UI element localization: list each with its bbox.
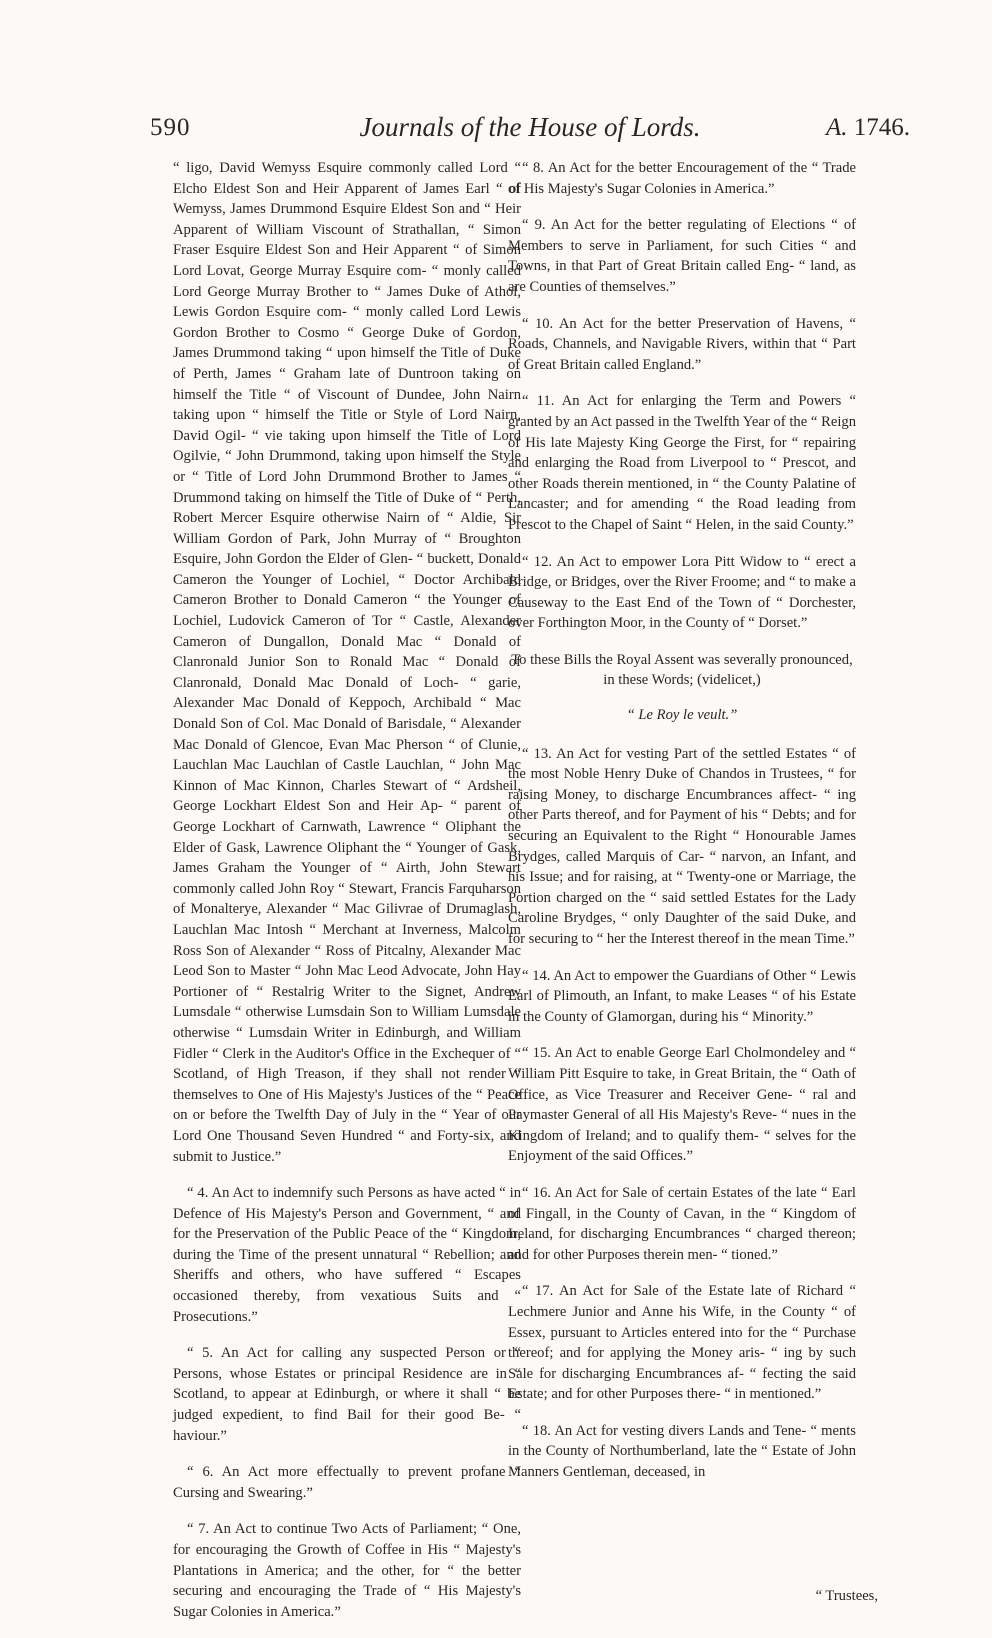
royal-assent-intro: To these Bills the Royal Assent was severally pronounced, in these Words; (videlicet,) [511, 651, 853, 689]
paragraph-act-13: “ 13. An Act for vesting Part of the settled Estates “ of the most Noble Henry Duke of Chandos in Trustees, “ for raising Money, to discharge Encumbrances affect- “ ing other Parts thereof, and for Payment of his “ Debts; and for securing an Equivalent to the Right “ Honourable James Brydges, called Marquis of Car- “ narvon, an Infant, and his Issue; and for raising, at “ Twenty-one or Marriage, the Portion charged on the “ said settled Estates for the Lady Caroline Brydges, “ only Daughter of the said Duke, and for securing to “ her the Interest thereof in the mean Time.” [508, 745, 856, 947]
paragraph-act-14: “ 14. An Act to empower the Guardians of Other “ Lewis Earl of Plimouth, an Infant, to make Leases “ of his Estate in the County of Glamorgan, during his “ Minority.” [508, 967, 856, 1025]
paragraph-act-18: “ 18. An Act for vesting divers Lands and Tene- “ ments in the County of Northumberland, late the “ Estate of John Manners Gentleman, deceased, in [508, 1422, 856, 1481]
running-title: Journals of the House of Lords. [359, 112, 701, 142]
paragraph-act-6: “ 6. An Act more effectually to prevent profane “ Cursing and Swearing.” [173, 1464, 521, 1501]
paragraph-proscribed-persons: “ ligo, David Wemyss Esquire commonly called Lord “ Elcho Eldest Son and Heir Apparent of James Earl “ of Wemyss, James Drummond Esquire Eldest Son and “ Heir Apparent of William Viscount of Strathallan, “ Simon Fraser Esquire Eldest Son and Heir Apparent “ of Simon Lord Lovat, George Murray Esquire com- “ monly called Lord George Murray Brother to “ James Duke of Athol, Lewis Gordon Esquire com- “ monly called Lord Lewis Gordon Brother to Cosmo “ George Duke of Gordon, James Drummond taking “ upon himself the Title of Duke of Perth, James “ Graham late of Duntroon taking on himself the Title “ of Viscount of Dundee, John Nairn taking upon “ himself the Title or Style of Lord Nairn, David Ogil- “ vie taking upon himself the Title of Lord Ogilvie, “ John Drummond, taking upon himself the Style or “ Title of Lord John Drummond Brother to James “ Drummond taking on himself the Title of Duke of “ Perth, Robert Mercer Esquire otherwise Nairn of “ Aldie, Sir William Gordon of Park, John Murray of “ Broughton Esquire, John Gordon the Elder of Glen- “ buckett, Donald Cameron the Younger of Lochiel, “ Doctor Archibald Cameron Brother to Donald Cameron “ the Younger of Lochiel, Ludovick Cameron of Tor “ Castle, Alexander Cameron of Dungallon, Donald Mac “ Donald of Clanronald Junior Son to Ronald Mac “ Donald of Clanronald, Donald Mac Donald of Loch- “ garie, Alexander Mac Donald of Keppoch, Archibald “ Mac Donald Son of Col. Mac Donald of Barisdale, “ Alexander Mac Donald of Glencoe, Evan Mac Pherson “ of Clunie, Lauchlan Mac Lauchlan of Castle Lauchlan, “ John Mac Kinnon of Mac Kinnon, Charles Stewart of “ Ardsheil, George Lockhart Eldest Son and Heir Ap- “ parent of George Lockhart of Carnwath, Lawrence “ Oliphant the Elder of Gask, Lawrence Oliphant the “ Younger of Gask, James Graham the Younger of “ Airth, John Stewart commonly called John Roy “ Stewart, Francis Farquharson of Monalterye, Alexander “ Mac Gilivrae of Drumaglash, Lauchlan Mac Intosh “ Merchant at Inverness, Malcolm Ross Son of Alexander “ Ross of Pitcalny, Alexander Mac Leod Son to Master “ John Mac Leod Advocate, John Hay Portioner of “ Restalrig Writer to the Signet, Andrew Lumsdale “ otherwise Lumsdain Son to William Lumsdale otherwise “ Lumsdain Writer in Edinburgh, and William Fidler “ Clerk in the Auditor's Office in the Exchequer of “ Scotland, of High Treason, if they shall not render “ themselves to One of His Majesty's Justices of the “ Peace on or before the Twelfth Day of July in the “ Year of our Lord One Thousand Seven Hundred “ and Forty-six, and submit to Justice.” [173, 160, 521, 1165]
paragraph-act-8: “ 8. An Act for the better Encouragement of the “ Trade of His Majesty's Sugar Colonies in America.” [508, 160, 856, 197]
right-column [508, 158, 856, 1499]
left-column [173, 158, 521, 1638]
royal-assent-words: “ Le Roy le veult.” [626, 707, 738, 724]
paragraph-act-7: “ 7. An Act to continue Two Acts of Parliament; “ One, for encouraging the Growth of Coffee in His “ Majesty's Plantations in America; and the other, for “ the better securing and encouraging the Trade of “ His Majesty's Sugar Colonies in America.” [173, 1521, 521, 1620]
page-number: 590 [150, 114, 191, 141]
page-year [826, 114, 910, 142]
paragraph-act-9: “ 9. An Act for the better regulating of Elections “ of Members to serve in Parliament, for such Cities “ and Towns, in that Part of Great Britain called Eng- “ land, as are Counties of themselves.” [508, 217, 856, 295]
paragraph-act-10: “ 10. An Act for the better Preservation of Havens, “ Roads, Channels, and Navigable Rivers, within that “ Part of Great Britain called England.” [508, 315, 856, 373]
year-prefix: A. [825, 114, 848, 141]
paragraph-act-5: “ 5. An Act for calling any suspected Person or “ Persons, whose Estates or principal Residence are in “ Scotland, to appear at Edinburgh, or where it shall “ be judged expedient, to find Bail for their good Be- “ haviour.” [173, 1345, 521, 1444]
year-value: 1746. [853, 114, 910, 141]
paragraph-act-11: “ 11. An Act for enlarging the Term and Powers “ granted by an Act passed in the Twelfth Year of the “ Reign of His late Majesty King George the First, for “ repairing and enlarging the Road from Liverpool to “ Prescot, and other Roads therein mentioned, in “ the County Palatine of Lancaster; and for amending “ the Road leading from Prescot to the Chapel of Saint “ Helen, in the said County.” [508, 393, 856, 533]
paragraph-act-16: “ 16. An Act for Sale of certain Estates of the late “ Earl of Fingall, in the County of Cavan, in the “ Kingdom of Ireland, for discharging Encumbrances “ charged thereon; and for other Purposes therein men- “ tioned.” [508, 1184, 856, 1263]
paragraph-act-17: “ 17. An Act for Sale of the Estate late of Richard “ Lechmere Junior and Anne his Wife, in the County “ of Essex, pursuant to Articles entered into for the “ Purchase thereof; and for applying the Money aris- “ ing by such Sale for discharging Encumbrances af- “ fecting the said Estate; and for other Purposes there- “ in mentioned.” [508, 1283, 856, 1403]
paragraph-act-15: “ 15. An Act to enable George Earl Cholmondeley and “ William Pitt Esquire to take, in Great Britain, the “ Oath of Office, as Vice Treasurer and Receiver Gene- “ ral and Paymaster General of all His Majesty's Reve- “ nues in the Kingdom of Ireland; and to qualify them- “ selves for the Enjoyment of the said Offices.” [508, 1045, 856, 1165]
page-header [150, 112, 910, 152]
paragraph-act-12: “ 12. An Act to empower Lora Pitt Widow to “ erect a Bridge, or Bridges, over the River Froome; and “ to make a Causeway to the East End of the Town of “ Dorchester, over Forthington Moor, in the County of “ Dorset.” [508, 553, 856, 632]
catchword: “ Trustees, [815, 1588, 878, 1604]
paragraph-act-4: “ 4. An Act to indemnify such Persons as have acted “ in Defence of His Majesty's Person and Government, “ and for the Preservation of the Public Peace of the “ Kingdom, during the Time of the present unnatural “ Rebellion; and Sheriffs and others, who have suffered “ Escapes occasioned thereby, from vexatious Suits and “ Prosecutions.” [173, 1185, 521, 1325]
